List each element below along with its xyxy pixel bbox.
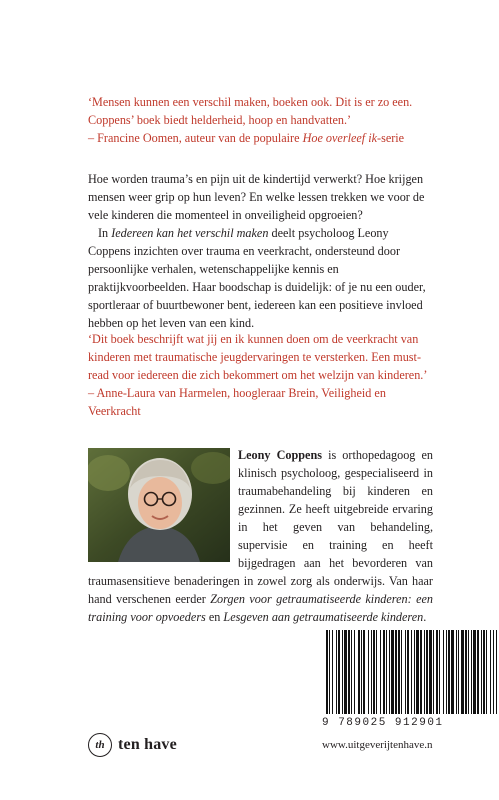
barcode-bar — [358, 630, 360, 714]
barcode-bar — [376, 630, 377, 714]
barcode-bar — [496, 630, 497, 714]
barcode-bar — [465, 630, 467, 714]
attribution-text: – Francine Oomen, auteur van de populaire — [88, 131, 303, 145]
barcode-bar — [354, 630, 355, 714]
barcode-bar — [490, 630, 491, 714]
barcode-bar — [351, 630, 352, 714]
barcode-bar — [361, 630, 362, 714]
isbn-number: 9 789025 912901 — [322, 717, 444, 729]
barcode-bar — [344, 630, 347, 714]
author-bio — [88, 446, 433, 626]
barcode-bar — [446, 630, 447, 714]
isbn-barcode — [322, 630, 499, 722]
barcode-bar — [451, 630, 454, 714]
bio-text-c: . — [423, 610, 427, 624]
barcode-bar — [383, 630, 385, 714]
quote-text: ‘Mensen kunnen een verschil maken, boeken ook. Dit is er zo een. Coppens’ boek biedt helderheid, hoop en handvatten.’ — [88, 95, 413, 127]
barcode-bar — [429, 630, 432, 714]
blurb-post: deelt psycholoog Leony Coppens inzichten over trauma en veerkracht, ondersteund door persoonlijke verhalen, wetenschappelijke kennis en praktijkvoorbeelden. Haar boodschap is duidelijk: of je nu een ouder, sportleraar of buurtbewoner bent, iedereen kan een positieve invloed hebben op het leven van een kind. — [88, 226, 426, 330]
book-blurb — [88, 170, 433, 332]
previous-book-2: Lesgeven aan getraumatiseerde kinderen — [223, 610, 424, 624]
bio-text-a: is orthopedagoog en klinisch psycholoog, gespecialiseerd in traumabehandeling bij kinderen en gezinnen. Ze heeft uitgebreide ervaring in het geven van behandeling, supervisie en training en heeft bijgedragen aan het bevorderen van traumasensitieve benaderingen in zowel zorg als onderwijs. Van haar hand verschenen eerder — [88, 448, 433, 606]
barcode-bar — [473, 630, 476, 714]
barcode-bar — [332, 630, 333, 714]
barcode-bar — [336, 630, 337, 714]
barcode-bar — [405, 630, 406, 714]
barcode-bar — [481, 630, 482, 714]
barcode-bar — [391, 630, 394, 714]
barcode-bar — [456, 630, 457, 714]
barcode-bar — [348, 630, 350, 714]
barcode-bar — [363, 630, 365, 714]
barcode-bar — [461, 630, 464, 714]
barcode-bar — [477, 630, 479, 714]
quote-attribution — [88, 131, 404, 145]
barcode-bar — [416, 630, 419, 714]
book-title: Iedereen kan het verschil maken — [111, 226, 269, 240]
barcode-bar — [436, 630, 438, 714]
barcode-bar — [439, 630, 440, 714]
barcode-bar — [458, 630, 459, 714]
barcode-bar — [371, 630, 372, 714]
endorsement-quote-van-harmelen: ‘Dit boek beschrijft wat jij en ik kunnen doen om de veerkracht van kinderen met traumatische jeugdervaringen te versterken. Een must-read voor iedereen die zich bekommert om het welzijn van kinderen.’ – Anne-Laura van Harmelen, hoogleraar Brein, Veiligheid en Veerkracht — [88, 332, 427, 418]
blurb-pre: In — [98, 226, 112, 240]
barcode-bar — [386, 630, 387, 714]
barcode-bar — [398, 630, 400, 714]
barcode-bar — [342, 630, 343, 714]
barcode-bar — [424, 630, 425, 714]
barcode-bar — [411, 630, 412, 714]
publisher-logo-mark: th — [88, 733, 112, 757]
blurb-paragraph-1: Hoe worden trauma’s en pijn uit de kindertijd verwerkt? Hoe krijgen mensen weer grip op hun leven? En welke lessen trekken we voor de vele kinderen die momenteel in onveiligheid opgroeien? — [88, 172, 425, 222]
attribution-suffix: -serie — [377, 131, 405, 145]
barcode-bar — [373, 630, 375, 714]
barcode-bar — [486, 630, 487, 714]
publisher-url: www.uitgeverijtenhave.n — [322, 739, 433, 751]
endorsement-quote-oomen — [88, 93, 428, 147]
attribution-series-title: Hoe overleef ik — [302, 131, 378, 145]
barcode-bar — [326, 630, 328, 714]
bio-text-b: en — [205, 610, 224, 624]
barcode-bar — [414, 630, 415, 714]
barcode-bar — [329, 630, 330, 714]
author-name: Leony Coppens — [238, 448, 322, 462]
barcode-bar — [433, 630, 434, 714]
barcode-bar — [426, 630, 428, 714]
publisher-name: ten have — [118, 736, 177, 753]
barcode-bar — [338, 630, 340, 714]
barcode-bar — [483, 630, 485, 714]
barcode-bar — [401, 630, 402, 714]
barcode-bar — [468, 630, 469, 714]
barcode-bar — [420, 630, 422, 714]
barcode-bar — [443, 630, 444, 714]
barcode-bar — [395, 630, 397, 714]
previous-book-1: Zorgen voor getraumatiseerde kinderen: een training voor opvoeders — [88, 592, 433, 624]
publisher-logo — [88, 730, 177, 760]
barcode-bar — [493, 630, 494, 714]
barcode-bar — [471, 630, 472, 714]
photo-spacer — [88, 446, 238, 568]
barcode-bar — [407, 630, 409, 714]
barcode-bar — [368, 630, 369, 714]
blurb-paragraph-2 — [88, 224, 433, 332]
barcode-bar — [389, 630, 390, 714]
barcode-bar — [448, 630, 450, 714]
barcode-bar — [380, 630, 381, 714]
